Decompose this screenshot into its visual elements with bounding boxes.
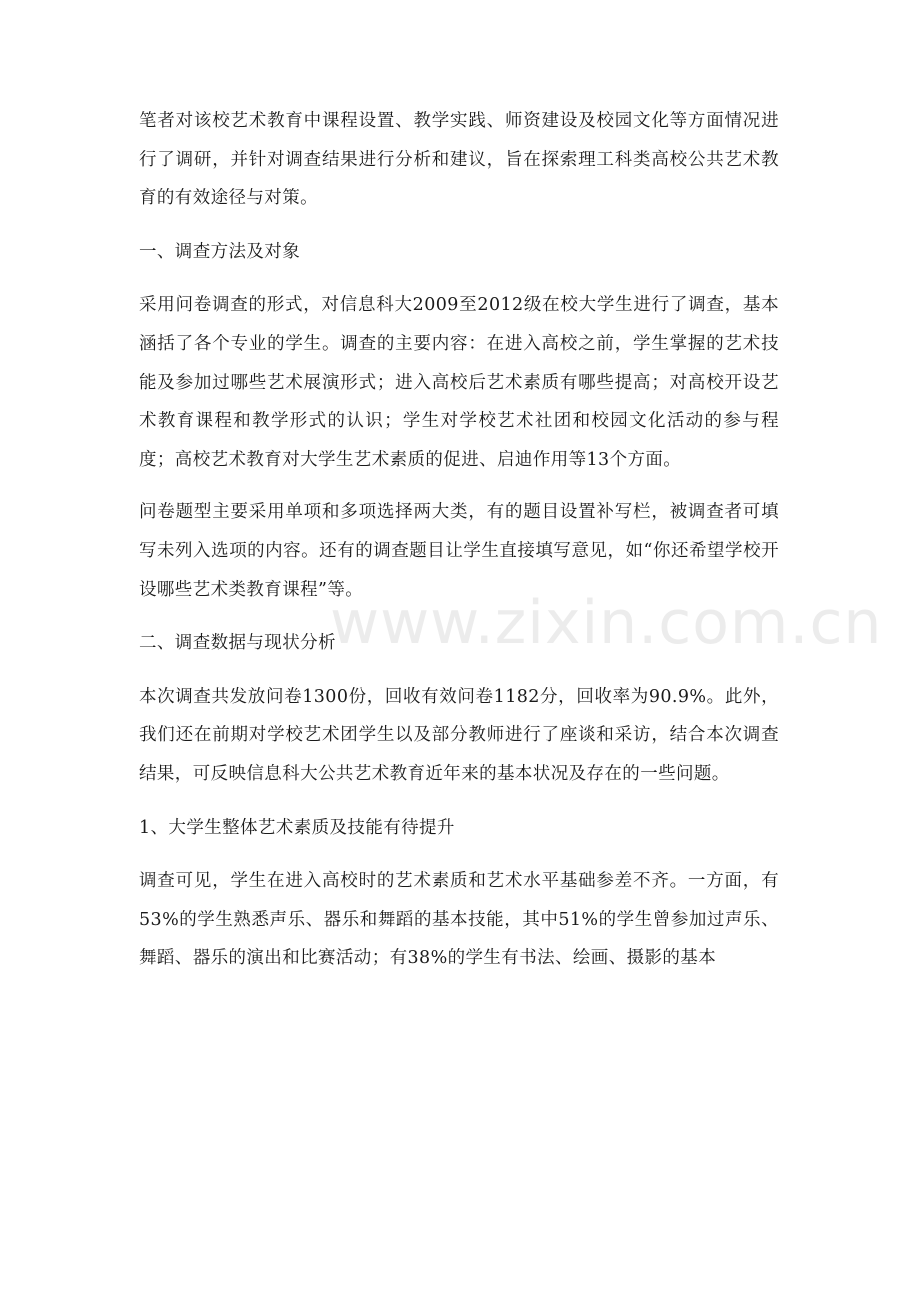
paragraph-intro: 笔者对该校艺术教育中课程设置、教学实践、师资建设及校园文化等方面情况进行了调研，并针对调查结果进行分析和建议，旨在探索理工科类高校公共艺术教育的有效途径与对策。 [139,111,779,209]
paragraph-survey-data: 本次调查共发放问卷1300份，回收有效问卷1182分，回收率为90.9%。此外，我们还在前期对学校艺术团学生以及部分教师进行了座谈和采访，结合本次调查结果，可反映信息科大公共艺术教育近年来的基本状况及存在的一些问题。 [139,686,779,784]
document-body [139,102,779,978]
section-heading-2: 二、调查数据与现状分析 [139,633,336,654]
subsection-heading-1: 1、大学生整体艺术素质及技能有待提升 [139,817,455,838]
watermark: www.zixin.com.cn [330,588,883,658]
paragraph-findings: 调查可见，学生在进入高校时的艺术素质和艺术水平基础参差不齐。一方面，有53%的学生熟悉声乐、器乐和舞蹈的基本技能，其中51%的学生曾参加过声乐、舞蹈、器乐的演出和比赛活动；有38%的学生有书法、绘画、摄影的基本 [139,871,779,969]
paragraph-question-types: 问卷题型主要采用单项和多项选择两大类，有的题目设置补写栏，被调查者可填写未列入选项的内容。还有的调查题目让学生直接填写意见，如“你还希望学校开设哪些艺术类教育课程”等。 [139,502,779,600]
section-heading-1: 一、调查方法及对象 [139,241,301,262]
paragraph-method: 采用问卷调查的形式，对信息科大2009至2012级在校大学生进行了调查，基本涵括了各个专业的学生。调查的主要内容：在进入高校之前，学生掌握的艺术技能及参加过哪些艺术展演形式；进入高校后艺术素质有哪些提高；对高校开设艺术教育课程和教学形式的认识；学生对学校艺术社团和校园文化活动的参与程度；高校艺术教育对大学生艺术素质的促进、启迪作用等13个方面。 [139,295,779,470]
